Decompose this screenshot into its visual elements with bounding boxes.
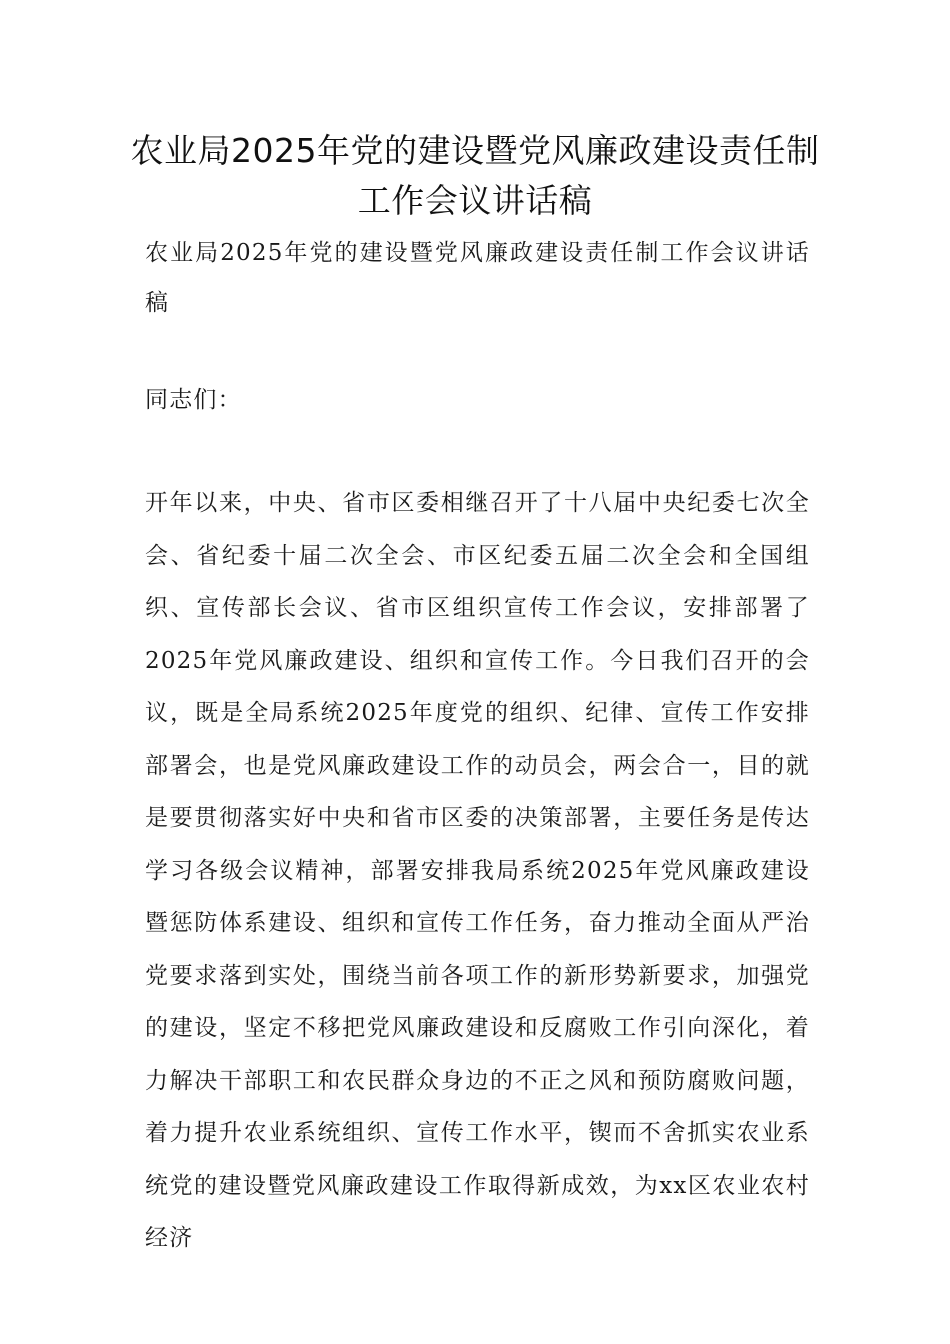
greeting: 同志们： — [145, 387, 242, 413]
document-title: 农业局2025年党的建设暨党风廉政建设责任制工作会议讲话稿 — [130, 131, 820, 220]
document-subtitle: 农业局2025年党的建设暨党风廉政建设责任制工作会议讲话稿 — [145, 240, 810, 316]
body-paragraph: 开年以来，中央、省市区委相继召开了十八届中央纪委七次全会、省纪委十届二次全会、市区纪委五届二次全会和全国组织、宣传部长会议、省市区组织宣传工作会议，安排部署了2025年党风廉政建设、组织和宣传工作。今日我们召开的会议，既是全局系统2025年度党的组织、纪律、宣传工作安排部署会，也是党风廉政建设工作的动员会，两会合一，目的就是要贯彻落实好中央和省市区委的决策部署，主要任务是传达学习各级会议精神，部署安排我局系统2025年党风廉政建设暨惩防体系建设、组织和宣传工作任务，奋力推动全面从严治党要求落到实处，围绕当前各项工作的新形势新要求，加强党的建设，坚定不移把党风廉政建设和反腐败工作引向深化，着力解决干部职工和农民群众身边的不正之风和预防腐败问题，着力提升农业系统组织、宣传工作水平，锲而不舍抓实农业系统党的建设暨党风廉政建设工作取得新成效，为xx区农业农村经济 — [145, 490, 810, 1251]
